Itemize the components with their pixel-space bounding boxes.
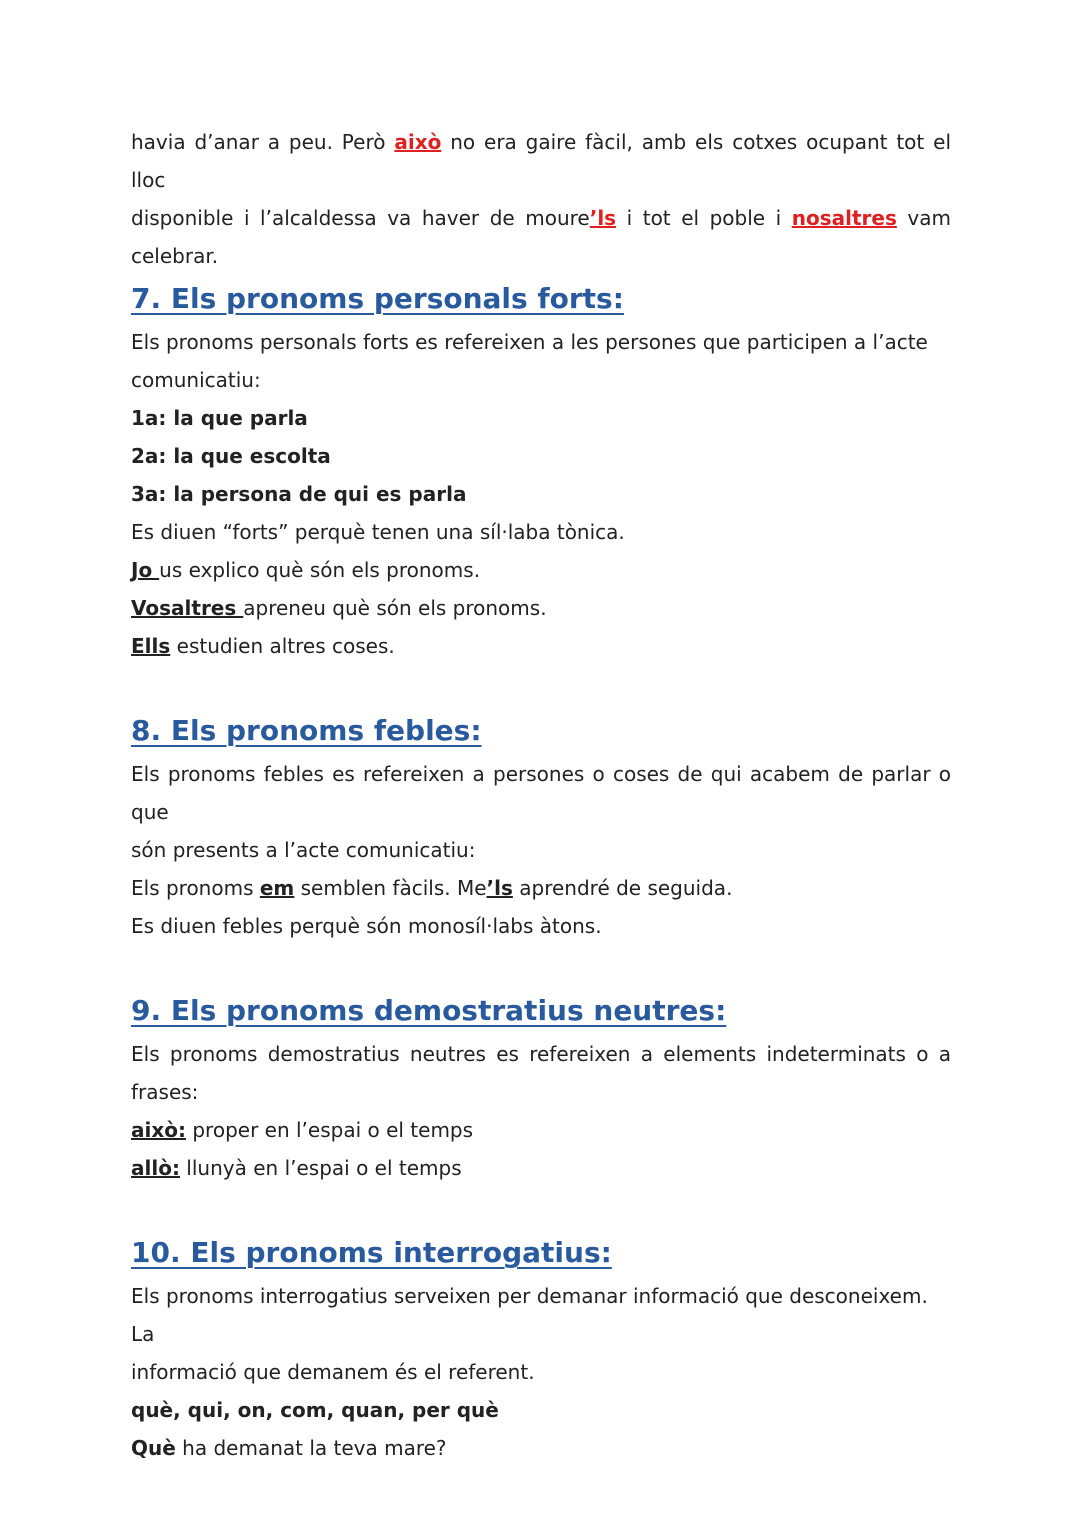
pronoun-word: Ells [131,634,171,658]
section-7-example-3 [131,627,951,665]
section-8-note: Es diuen febles perquè són monosíl·labs àtons. [131,914,602,938]
section-10-heading: 10. Els pronoms interrogatius: [131,1236,612,1269]
section-8-example [131,869,951,907]
section-9-item-2 [131,1149,951,1187]
section-8-desc-1: Els pronoms febles es refereixen a persones o coses de qui acabem de parlar o que [131,762,951,824]
pronoun-word: això: [131,1118,186,1142]
spacer [131,665,951,707]
intro-line-3: celebrar. [131,244,219,268]
example-text: ha demanat la teva mare? [175,1436,447,1460]
pronoun-word: allò: [131,1156,180,1180]
highlight-word: ’ls [589,206,617,230]
intro-text: vam [896,206,951,230]
section-7-example-2 [131,589,951,627]
section-8-desc-2: són presents a l’acte comunicatiu: [131,838,476,862]
section-10-desc-1: Els pronoms interrogatius serveixen per demanar informació que desconeixem. La [131,1284,928,1346]
example-text: estudien altres coses. [170,634,395,658]
section-7-desc-2: comunicatiu: [131,368,261,392]
section-7-heading: 7. Els pronoms personals forts: [131,282,624,315]
section-9-desc-2: frases: [131,1080,199,1104]
section-7-item-2: 2a: la que escolta [131,444,331,468]
item-text: llunyà en l’espai o el temps [179,1156,462,1180]
highlight-word: això [394,130,442,154]
intro-text: no era gaire fàcil, amb els cotxes ocupant tot el lloc [131,130,951,192]
section-7-example-1 [131,551,951,589]
section-7-item-1: 1a: la que parla [131,406,308,430]
example-text: us explico què són els pronoms. [159,558,481,582]
section-9-heading: 9. Els pronoms demostratius neutres: [131,994,727,1027]
intro-line-1 [131,123,951,199]
item-text: proper en l’espai o el temps [186,1118,474,1142]
document-page [131,123,951,1467]
example-text: Els pronoms [131,876,260,900]
section-9-desc-1: Els pronoms demostratius neutres es refereixen a elements indeterminats o a [131,1042,951,1066]
section-7-item-3: 3a: la persona de qui es parla [131,482,467,506]
section-7-note: Es diuen “forts” perquè tenen una síl·laba tònica. [131,520,625,544]
spacer [131,1187,951,1229]
example-text: aprendré de seguida. [512,876,733,900]
intro-text: havia d’anar a peu. Però [131,130,395,154]
section-8-heading: 8. Els pronoms febles: [131,714,482,747]
example-text: apreneu què són els pronoms. [243,596,547,620]
section-9-item-1 [131,1111,951,1149]
section-10-desc-2: informació que demanem és el referent. [131,1360,535,1384]
pronoun-word: Vosaltres [131,596,244,620]
highlight-word: nosaltres [791,206,897,230]
intro-text: disponible i l’alcaldessa va haver de moure [131,206,590,230]
spacer [131,945,951,987]
pronoun-word: Jo [131,558,160,582]
pronoun-word: Què [131,1436,176,1460]
example-text: semblen fàcils. Me [294,876,487,900]
intro-text: i tot el poble i [616,206,792,230]
intro-line-2 [131,199,951,237]
pronoun-word: em [259,876,295,900]
section-10-list: què, qui, on, com, quan, per què [131,1398,499,1422]
pronoun-word: ’ls [486,876,513,900]
section-10-example [131,1429,951,1467]
section-7-desc-1: Els pronoms personals forts es refereixen a les persones que participen a l’acte [131,330,928,354]
